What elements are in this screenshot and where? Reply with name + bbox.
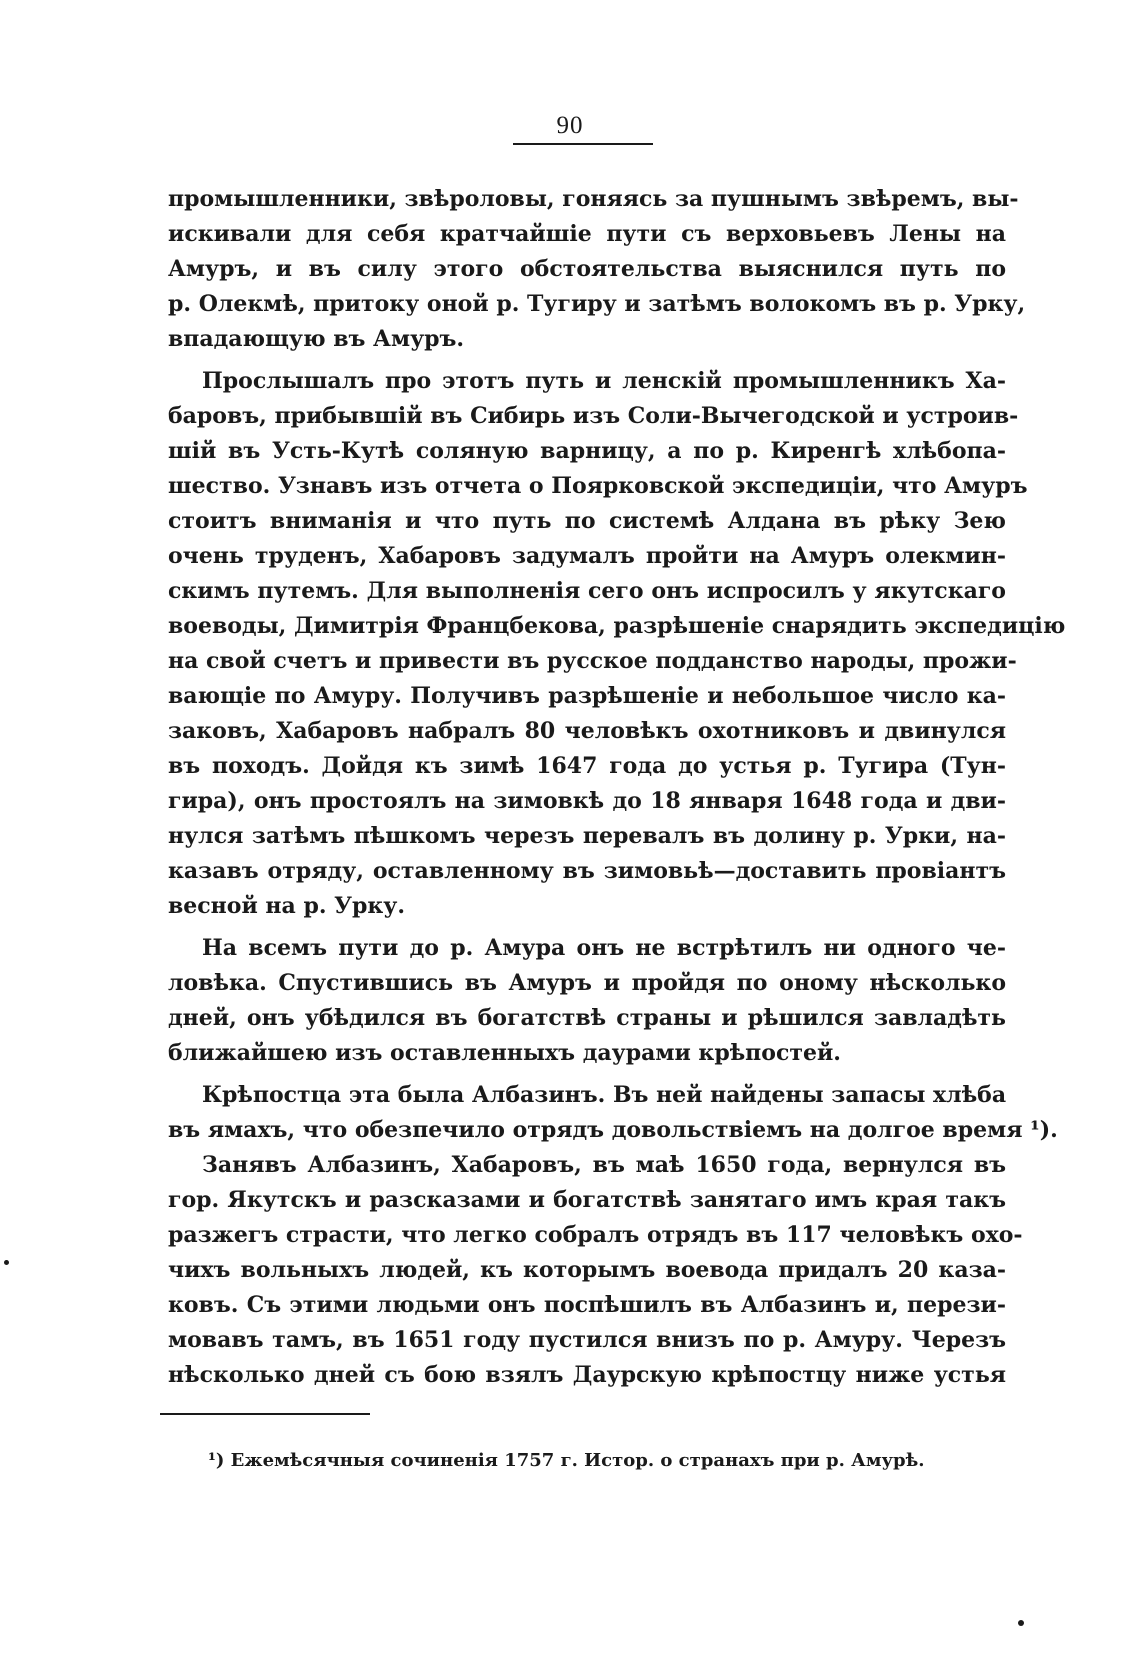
text-line: На всемъ пути до р. Амура онъ не встрѣтилъ ни одного че-: [202, 935, 1006, 961]
text-line: мовавъ тамъ, въ 1651 году пустился внизъ по р. Амуру. Черезъ: [168, 1327, 1006, 1353]
text-line: чихъ вольныхъ людей, къ которымъ воевода придалъ 20 каза-: [168, 1257, 1006, 1283]
footnote: ¹) Ежемѣсячныя сочиненія 1757 г. Истор. о странахъ при р. Амурѣ.: [208, 1450, 925, 1471]
text-line: Амуръ, и въ силу этого обстоятельства выяснился путь по: [168, 256, 1006, 282]
text-line: разжегъ страсти, что легко собралъ отрядъ въ 117 человѣкъ охо-: [168, 1222, 1023, 1248]
scan-speck: [4, 1260, 9, 1265]
text-line: воеводы, Димитрія Францбекова, разрѣшеніе снарядить экспедицію: [168, 613, 1066, 639]
text-line: въ ямахъ, что обезпечило отрядъ довольствіемъ на долгое время ¹).: [168, 1117, 1058, 1143]
text-line: баровъ, прибывшій въ Сибирь изъ Соли-Вычегодской и устроив-: [168, 403, 1019, 429]
body-text: [168, 182, 1066, 1393]
text-line: гор. Якутскъ и разсказами и богатствѣ занятаго имъ края такъ: [168, 1187, 1006, 1213]
footnote-rule: [160, 1413, 370, 1415]
text-line: ловѣка. Спустившись въ Амуръ и пройдя по оному нѣсколько: [168, 970, 1006, 996]
page-number: 90: [556, 112, 584, 139]
text-line: очень труденъ, Хабаровъ задумалъ пройти на Амуръ олекмин-: [168, 543, 1006, 569]
text-line: казавъ отряду, оставленному въ зимовьѣ—доставить провіантъ: [168, 858, 1006, 884]
text-line: на свой счетъ и привести въ русское подданство народы, прожи-: [168, 648, 1017, 674]
text-line: скимъ путемъ. Для выполненія сего онъ испросилъ у якутскаго: [168, 578, 1006, 604]
text-line: нѣсколько дней съ бою взялъ Даурскую крѣпостцу ниже устья: [168, 1362, 1006, 1388]
paragraph-2: [168, 364, 1066, 924]
text-line: впадающую въ Амуръ.: [168, 326, 465, 352]
text-line: шій въ Усть-Кутѣ соляную варницу, а по р. Киренгѣ хлѣбопа-: [168, 438, 1006, 464]
text-line: ковъ. Съ этими людьми онъ поспѣшилъ въ Албазинъ и, перези-: [168, 1292, 1006, 1318]
text-line: Крѣпостца эта была Албазинъ. Въ ней найдены запасы хлѣба: [202, 1082, 1007, 1108]
text-line: Прослышалъ про этотъ путь и ленскій промышленникъ Ха-: [202, 368, 1006, 394]
text-line: шество. Узнавъ изъ отчета о Поярковской экспедиціи, что Амуръ: [168, 473, 1028, 499]
text-line: нулся затѣмъ пѣшкомъ черезъ перевалъ въ долину р. Урки, на-: [168, 823, 1006, 849]
paragraph-3: [168, 931, 1006, 1071]
text-line: промышленники, звѣроловы, гоняясь за пушнымъ звѣремъ, вы-: [168, 186, 1019, 212]
text-line: заковъ, Хабаровъ набралъ 80 человѣкъ охотниковъ и двинулся: [168, 718, 1006, 744]
text-line: въ походъ. Дойдя къ зимѣ 1647 года до устья р. Тугира (Тун-: [168, 753, 1006, 779]
text-line: вающіе по Амуру. Получивъ разрѣшеніе и небольшое число ка-: [168, 683, 1006, 709]
text-line: дней, онъ убѣдился въ богатствѣ страны и рѣшился завладѣть: [168, 1005, 1006, 1031]
page-number-rule: [513, 143, 653, 145]
text-line: гира), онъ простоялъ на зимовкѣ до 18 января 1648 года и дви-: [168, 788, 1006, 814]
text-line: весной на р. Урку.: [168, 893, 406, 919]
text-line: стоитъ вниманія и что путь по системѣ Алдана въ рѣку Зею: [168, 508, 1006, 534]
paragraph-4: [168, 1078, 1058, 1148]
paragraph-1: [168, 182, 1026, 357]
paragraph-5: [168, 1148, 1023, 1393]
text-line: р. Олекмѣ, притоку оной р. Тугиру и затѣмъ волокомъ въ р. Урку,: [168, 291, 1026, 317]
text-line: искивали для себя кратчайшіе пути съ верховьевъ Лены на: [168, 221, 1006, 247]
text-line: ближайшею изъ оставленныхъ даурами крѣпостей.: [168, 1040, 841, 1066]
text-line: Занявъ Албазинъ, Хабаровъ, въ маѣ 1650 года, вернулся въ: [202, 1152, 1006, 1178]
scan-speck: [1018, 1620, 1024, 1626]
